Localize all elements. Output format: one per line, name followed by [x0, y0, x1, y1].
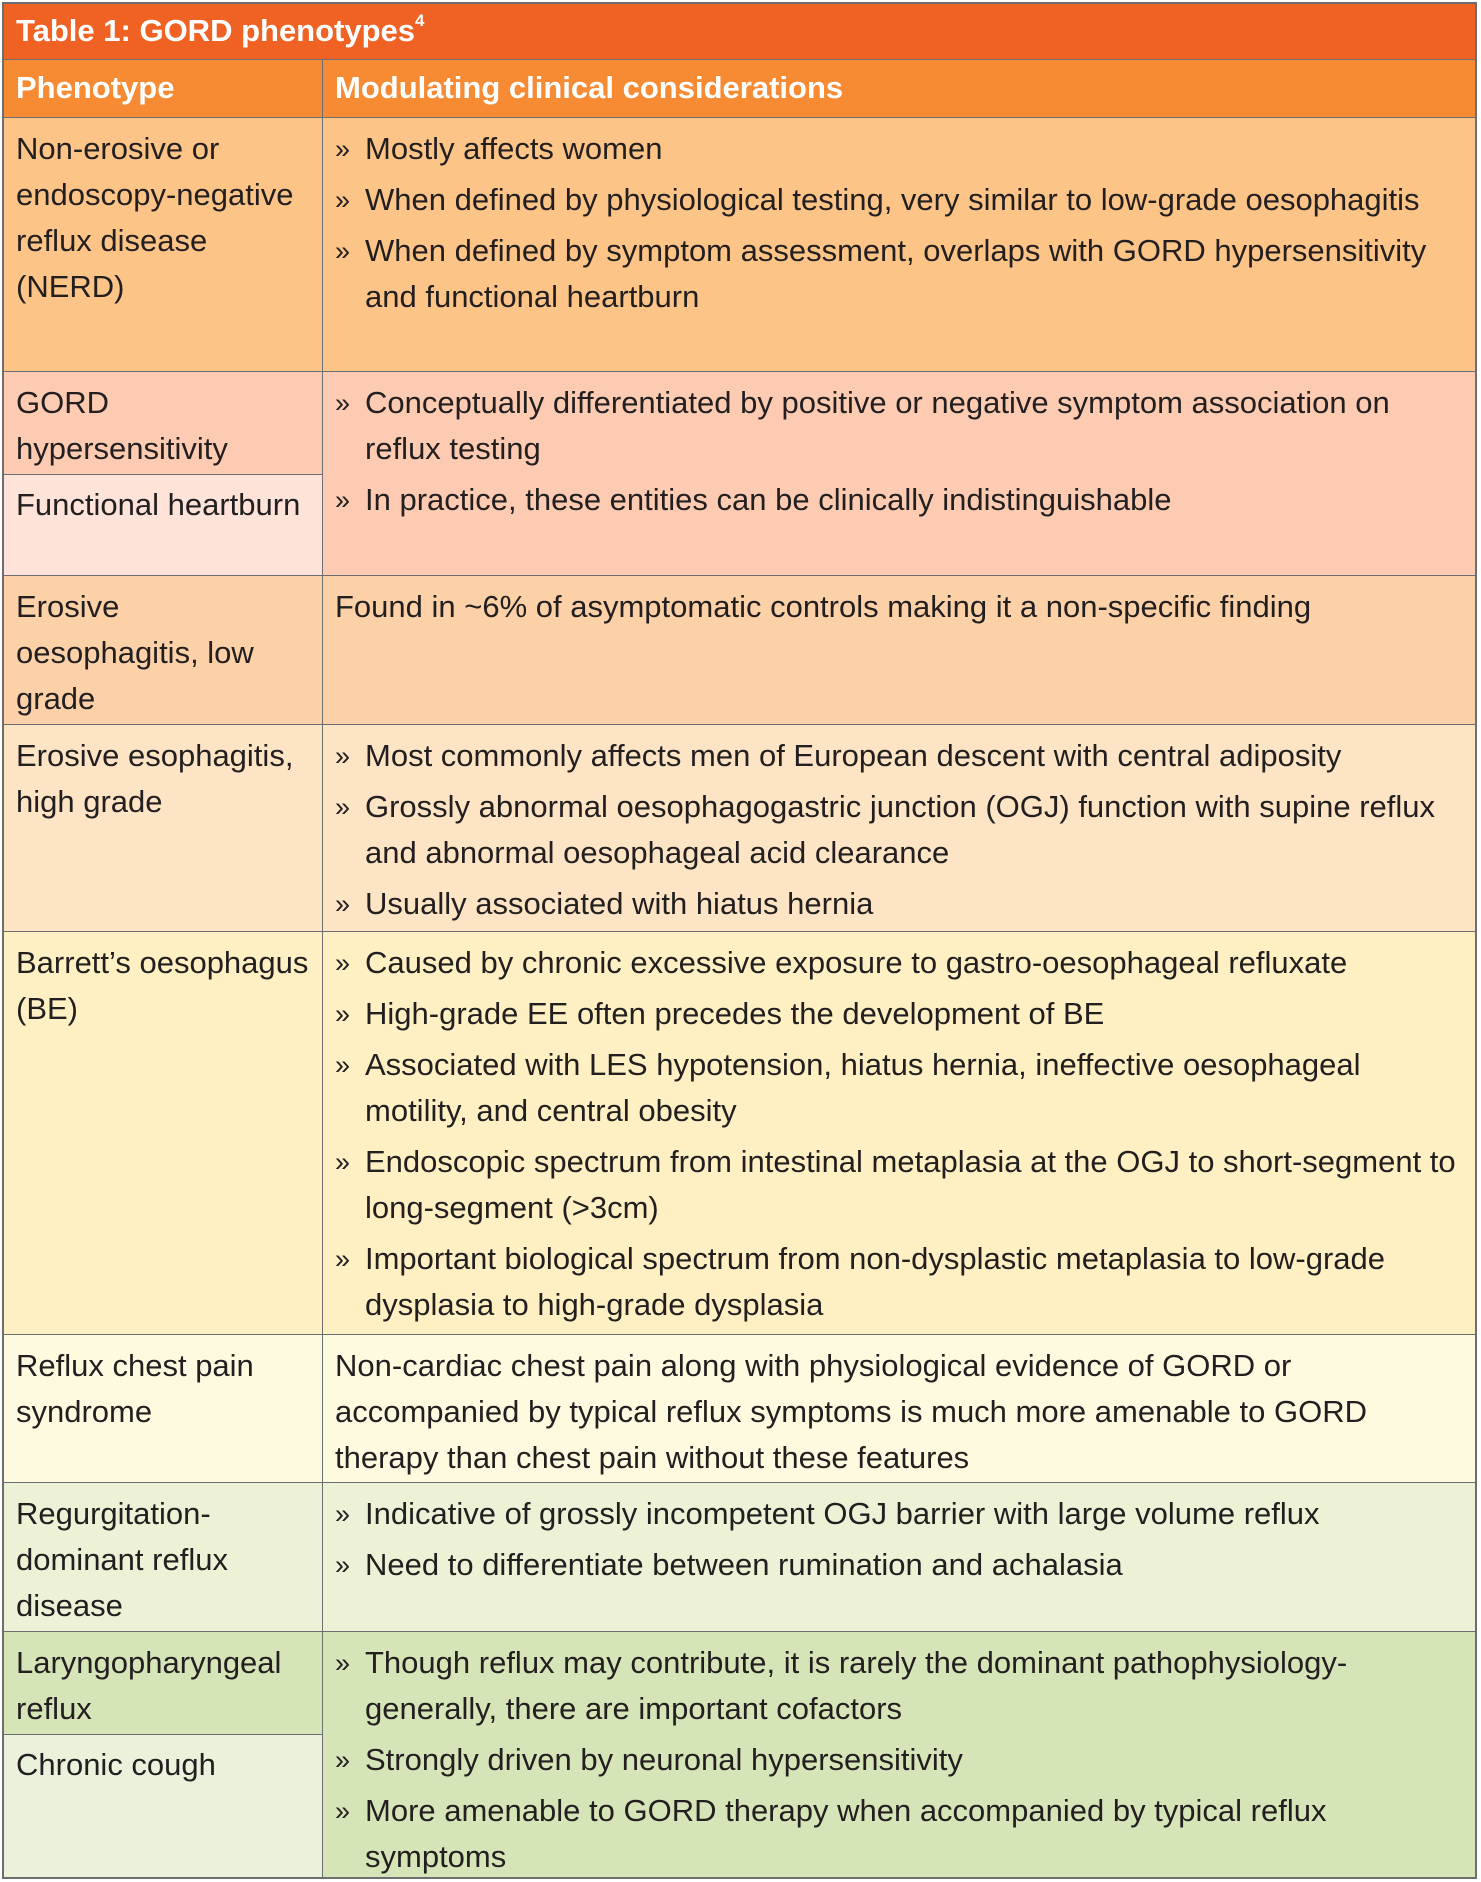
phenotype-cell: Functional heartburn	[16, 487, 301, 522]
considerations-cell	[323, 584, 1475, 630]
list-item	[335, 1788, 1463, 1879]
list-item	[335, 126, 1463, 172]
bullet-text: Mostly affects women	[365, 131, 663, 166]
row-regurgitation-dominant	[4, 1483, 1475, 1631]
list-item	[335, 881, 1463, 927]
header-row	[4, 60, 1475, 118]
table-title-text: Table 1: GORD phenotypes	[16, 13, 416, 48]
row-reflux-chest-pain	[4, 1335, 1475, 1482]
row-hypersensitivity-heartburn	[4, 372, 1475, 575]
bullet-text: Usually associated with hiatus hernia	[365, 886, 874, 921]
bullet-text: Conceptually differentiated by positive or negative symptom association on reflux testing	[365, 385, 1390, 466]
list-item	[335, 940, 1463, 986]
bullet-icon: »	[335, 388, 351, 418]
bullet-icon: »	[335, 1499, 351, 1529]
considerations-cell	[323, 1491, 1475, 1593]
bullet-text: More amenable to GORD therapy when accompanied by typical reflux symptoms	[365, 1793, 1327, 1874]
list-item	[335, 1640, 1463, 1732]
title-reference: 4	[415, 10, 425, 30]
bullet-icon: »	[335, 236, 351, 266]
row-barretts	[4, 932, 1475, 1334]
list-item	[335, 1491, 1463, 1537]
bullet-icon: »	[335, 948, 351, 978]
bullet-text: Grossly abnormal oesophagogastric junction (OGJ) function with supine reflux and abnormal oesophageal acid clearance	[365, 789, 1436, 870]
bullet-icon: »	[335, 1050, 351, 1080]
considerations-cell	[323, 1343, 1475, 1481]
list-item	[335, 380, 1463, 472]
list-item	[335, 1737, 1463, 1783]
column-divider	[322, 60, 323, 1877]
bullet-text: Most commonly affects men of European descent with central adiposity	[365, 738, 1342, 773]
bullet-text: In practice, these entities can be clinically indistinguishable	[365, 482, 1172, 517]
bullet-icon: »	[335, 792, 351, 822]
considerations-cell	[323, 733, 1475, 932]
bullet-text: Strongly driven by neuronal hypersensitivity	[365, 1742, 963, 1777]
phenotype-table	[2, 2, 1477, 1879]
bullet-text: Though reflux may contribute, it is rarely the dominant pathophysiology- generally, there are important cofactors	[365, 1645, 1348, 1726]
bullet-text: Endoscopic spectrum from intestinal metaplasia at the OGJ to short-segment to long-segment (>3cm)	[365, 1144, 1456, 1225]
bullet-icon: »	[335, 1244, 351, 1274]
bullet-icon: »	[335, 485, 351, 515]
list-item	[335, 477, 1463, 523]
bullet-icon: »	[335, 1648, 351, 1678]
list-item	[335, 1542, 1463, 1588]
considerations-cell	[323, 126, 1475, 325]
bullet-icon: »	[335, 889, 351, 919]
phenotype-cell: Erosive oesophagitis, low grade	[16, 589, 254, 716]
list-item	[335, 733, 1463, 779]
bullet-icon: »	[335, 999, 351, 1029]
bullet-icon: »	[335, 185, 351, 215]
phenotype-cell: Reflux chest pain syndrome	[16, 1348, 254, 1429]
column-header-phenotype: Phenotype	[16, 70, 175, 105]
row-erosive-high-grade	[4, 725, 1475, 931]
bullet-text: Caused by chronic excessive exposure to gastro-oesophageal refluxate	[365, 945, 1348, 980]
bullet-text: Need to differentiate between rumination and achalasia	[365, 1547, 1123, 1582]
considerations-cell	[323, 1640, 1475, 1879]
phenotype-cell: Barrett’s oesophagus (BE)	[16, 945, 309, 1026]
list-item	[335, 228, 1463, 320]
bullet-text: High-grade EE often precedes the development of BE	[365, 996, 1105, 1031]
list-item	[335, 1139, 1463, 1231]
row-erosive-low-grade	[4, 576, 1475, 724]
bullet-text: When defined by physiological testing, very similar to low-grade oesophagitis	[365, 182, 1420, 217]
bullet-icon: »	[335, 1796, 351, 1826]
phenotype-cell: Erosive esophagitis, high grade	[16, 738, 294, 819]
bullet-icon: »	[335, 1745, 351, 1775]
phenotype-cell: Non-erosive or endoscopy-negative reflux disease (NERD)	[16, 131, 294, 304]
column-header-considerations: Modulating clinical considerations	[335, 70, 844, 105]
bullet-icon: »	[335, 134, 351, 164]
bullet-icon: »	[335, 1147, 351, 1177]
bullet-text: When defined by symptom assessment, overlaps with GORD hypersensitivity and functional heartburn	[365, 233, 1427, 314]
bullet-text: Indicative of grossly incompetent OGJ barrier with large volume reflux	[365, 1496, 1320, 1531]
bullet-text: Important biological spectrum from non-dysplastic metaplasia to low-grade dysplasia to high-grade dysplasia	[365, 1241, 1386, 1322]
phenotype-cell: Laryngopharyngeal reflux	[16, 1645, 282, 1726]
list-item	[335, 784, 1463, 876]
list-item	[335, 1042, 1463, 1134]
bullet-text: Associated with LES hypotension, hiatus hernia, ineffective oesophageal motility, and central obesity	[365, 1047, 1361, 1128]
row-nerd	[4, 118, 1475, 371]
bullet-icon: »	[335, 741, 351, 771]
table-title	[4, 4, 1475, 60]
considerations-cell	[323, 380, 1475, 528]
consideration-text: Non-cardiac chest pain along with physiological evidence of GORD or accompanied by typical reflux symptoms is much more amenable to GORD therapy than chest pain without these features	[335, 1348, 1368, 1475]
bullet-icon: »	[335, 1550, 351, 1580]
considerations-cell	[323, 940, 1475, 1333]
row-lpr-chronic-cough	[4, 1632, 1475, 1879]
consideration-text: Found in ~6% of asymptomatic controls making it a non-specific finding	[335, 589, 1312, 624]
list-item	[335, 991, 1463, 1037]
phenotype-cell: GORD hypersensitivity	[16, 385, 228, 466]
list-item	[335, 177, 1463, 223]
phenotype-cell: Chronic cough	[16, 1747, 216, 1782]
list-item	[335, 1236, 1463, 1328]
phenotype-cell: Regurgitation-dominant reflux disease	[16, 1496, 228, 1623]
